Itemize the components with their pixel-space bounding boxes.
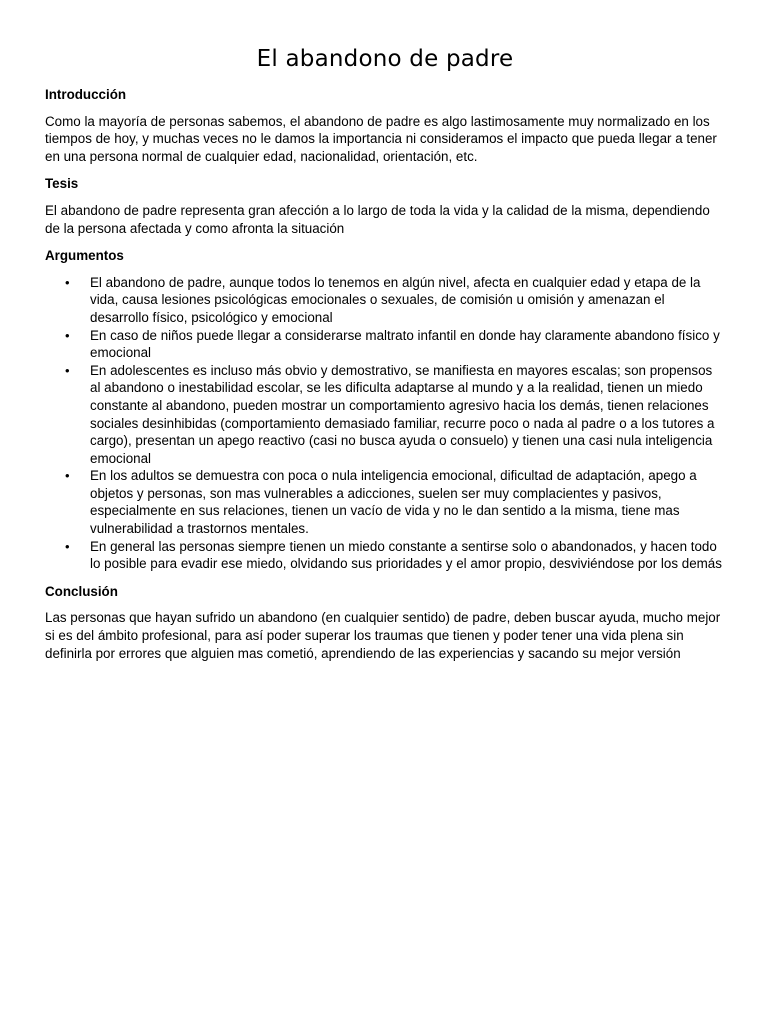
list-item	[45, 327, 725, 362]
bullet-icon: •	[65, 362, 70, 378]
bullet-icon: •	[65, 538, 70, 554]
document-title: El abandono de padre	[256, 46, 514, 72]
list-item-text: En los adultos se demuestra con poca o nula inteligencia emocional, dificultad de adaptación, apego a objetos y personas, son mas vulnerables a adicciones, suelen ser muy complacientes y pasivos, especialmente en sus relaciones, tienen un vacío de vida y no le dan sentido a la misma, tiene mas vulnerabilidad a trastornos mentales.	[90, 468, 697, 537]
list-item	[45, 538, 725, 573]
paragraph-conclusion: Las personas que hayan sufrido un abandono (en cualquier sentido) de padre, deben buscar ayuda, mucho mejor si es del ámbito profesional, para así poder superar los traumas que tienen y poder tener una vida plena sin definirla por errores que alguien mas cometió, aprendiendo de las experiencias y sacando su mejor versión	[45, 610, 721, 661]
bullet-icon: •	[65, 327, 70, 343]
heading-introduccion: Introducción	[45, 87, 127, 102]
list-item-text: En general las personas siempre tienen un miedo constante a sentirse solo o abandonados, y hacen todo lo posible para evadir ese miedo, olvidando sus prioridades y el amor propio, desviviéndose por los demás	[90, 538, 722, 572]
heading-argumentos: Argumentos	[45, 248, 124, 264]
list-item-text: El abandono de padre, aunque todos lo tenemos en algún nivel, afecta en cualquier edad y etapa de la vida, causa lesiones psicológicas emocionales o sexuales, de comisión u omisión y amenazan el desarrollo físico, psicológico y emocional	[90, 274, 701, 325]
list-item-text: En adolescentes es incluso más obvio y demostrativo, se manifiesta en mayores escalas; son propensos al abandono o inestabilidad escolar, se les dificulta adaptarse al mundo y a la realidad, tienen un miedo constante al abandono, pueden mostrar un comportamiento agresivo hacia los demás, tienen relaciones sociales desinhibidas (comportamiento demasiado familiar, recurre poco o nada al padre o a los tutores a cargo), presentan un apego reactivo (casi no busca ayuda o consuelo) y tienen una casi nula inteligencia emocional	[90, 362, 715, 466]
list-item	[45, 467, 725, 537]
paragraph-introduccion: Como la mayoría de personas sabemos, el abandono de padre es algo lastimosamente muy normalizado en los tiempos de hoy, y muchas veces no le damos la importancia ni consideramos el impacto que pueda llegar a tener en una persona normal de cualquier edad, nacionalidad, orientación, etc.	[45, 113, 717, 164]
list-item	[45, 362, 725, 468]
argumentos-list	[45, 274, 725, 573]
document-page	[45, 44, 725, 672]
list-item	[45, 274, 725, 327]
bullet-icon: •	[65, 468, 70, 484]
heading-tesis: Tesis	[45, 176, 79, 192]
list-item-text: En caso de niños puede llegar a considerarse maltrato infantil en donde hay claramente abandono físico y emocional	[90, 327, 720, 361]
bullet-icon: •	[65, 274, 70, 290]
heading-conclusion: Conclusión	[45, 583, 118, 599]
paragraph-tesis: El abandono de padre representa gran afección a lo largo de toda la vida y la calidad de la misma, dependiendo de la persona afectada y como afronta la situación	[45, 202, 710, 236]
